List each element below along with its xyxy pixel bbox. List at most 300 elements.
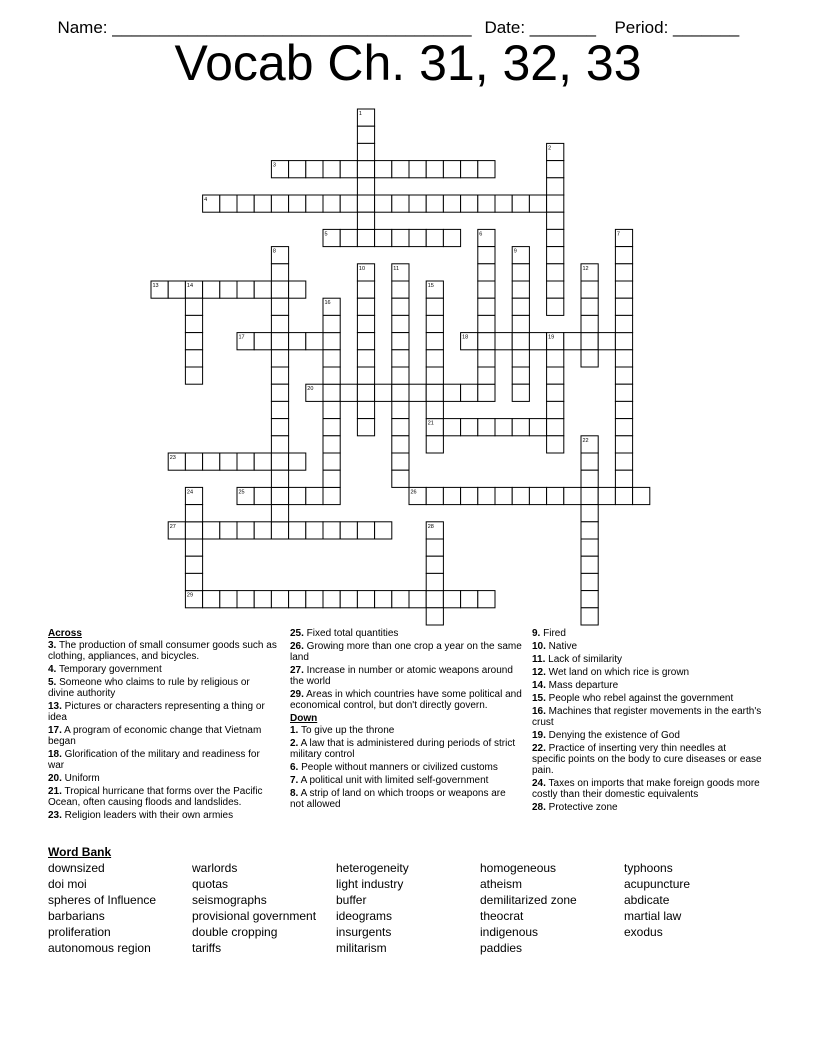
grid-cell[interactable]	[271, 453, 288, 470]
grid-cell[interactable]	[392, 298, 409, 315]
grid-cell[interactable]	[461, 487, 478, 504]
grid-cell[interactable]	[478, 195, 495, 212]
grid-cell[interactable]	[581, 608, 598, 625]
grid-cell[interactable]	[375, 591, 392, 608]
grid-cell[interactable]	[478, 315, 495, 332]
grid-cell[interactable]	[547, 212, 564, 229]
grid-cell[interactable]	[615, 470, 632, 487]
grid-cell[interactable]	[633, 487, 650, 504]
grid-cell[interactable]	[357, 333, 374, 350]
grid-cell[interactable]	[392, 401, 409, 418]
grid-cell[interactable]	[271, 591, 288, 608]
grid-cell[interactable]	[581, 522, 598, 539]
clue-text: A program of economic change that Vietnam began	[48, 725, 262, 747]
grid-cell[interactable]	[168, 281, 185, 298]
grid-cell[interactable]	[615, 333, 632, 350]
grid-cell[interactable]	[357, 315, 374, 332]
grid-cell[interactable]	[529, 195, 546, 212]
clue-number-label: 22	[582, 437, 589, 444]
grid-cell[interactable]	[340, 161, 357, 178]
grid-cell[interactable]	[289, 591, 306, 608]
grid-cell[interactable]	[323, 401, 340, 418]
grid-cell[interactable]	[375, 384, 392, 401]
grid-cell[interactable]	[443, 591, 460, 608]
grid-cell[interactable]	[357, 419, 374, 436]
grid-cell[interactable]	[306, 333, 323, 350]
clue-item	[290, 775, 522, 786]
grid-cell[interactable]	[323, 436, 340, 453]
grid-cell[interactable]	[495, 333, 512, 350]
clue-number-label: 8	[272, 248, 276, 255]
word-bank-word: demilitarized zone	[480, 893, 577, 907]
grid-cell[interactable]	[392, 350, 409, 367]
grid-cell[interactable]	[392, 229, 409, 246]
clue-item	[48, 640, 278, 662]
grid-cell[interactable]	[289, 195, 306, 212]
clue-item	[48, 677, 278, 699]
grid-cell[interactable]	[581, 315, 598, 332]
grid-cell[interactable]	[581, 591, 598, 608]
grid-cell[interactable]	[581, 505, 598, 522]
grid-cell[interactable]	[461, 384, 478, 401]
grid-cell[interactable]	[478, 333, 495, 350]
clue-number-label: 19	[548, 334, 555, 341]
grid-cell[interactable]	[426, 315, 443, 332]
word-bank-word: insurgents	[336, 925, 392, 939]
grid-cell[interactable]	[185, 539, 202, 556]
grid-cell[interactable]	[547, 247, 564, 264]
grid-cell[interactable]	[409, 384, 426, 401]
grid-cell[interactable]	[203, 453, 220, 470]
grid-cell[interactable]	[203, 281, 220, 298]
grid-cell[interactable]	[512, 419, 529, 436]
grid-cell[interactable]	[271, 487, 288, 504]
grid-cell[interactable]	[529, 487, 546, 504]
grid-cell[interactable]	[547, 487, 564, 504]
date-field[interactable]: Date: _______	[484, 18, 596, 37]
grid-cell[interactable]	[426, 298, 443, 315]
grid-cell[interactable]	[237, 281, 254, 298]
grid-cell[interactable]	[289, 161, 306, 178]
grid-cell[interactable]	[529, 333, 546, 350]
grid-cell[interactable]	[547, 401, 564, 418]
grid-cell[interactable]	[357, 350, 374, 367]
grid-cell[interactable]	[478, 591, 495, 608]
grid-cell[interactable]	[392, 367, 409, 384]
grid-cell[interactable]	[547, 178, 564, 195]
grid-cell[interactable]	[271, 281, 288, 298]
grid-cell[interactable]	[547, 161, 564, 178]
grid-cell[interactable]	[185, 333, 202, 350]
grid-cell[interactable]	[185, 453, 202, 470]
grid-cell[interactable]	[323, 384, 340, 401]
grid-cell[interactable]	[392, 161, 409, 178]
grid-cell[interactable]	[306, 195, 323, 212]
grid-cell[interactable]	[185, 315, 202, 332]
grid-cell[interactable]	[495, 487, 512, 504]
grid-cell[interactable]	[271, 436, 288, 453]
clue-number-label: 15	[427, 283, 434, 289]
grid-cell[interactable]	[357, 298, 374, 315]
grid-cell[interactable]	[340, 522, 357, 539]
grid-cell[interactable]	[478, 281, 495, 298]
grid-cell[interactable]	[271, 384, 288, 401]
clue-item	[532, 743, 762, 776]
clue-number-label: 7	[616, 231, 620, 238]
grid-cell[interactable]	[289, 281, 306, 298]
grid-cell[interactable]	[289, 333, 306, 350]
clue-item	[290, 788, 522, 810]
grid-cell[interactable]	[426, 367, 443, 384]
clue-item	[532, 693, 762, 704]
name-field[interactable]: Name: ______________________________________	[57, 18, 472, 37]
word-bank-word: seismographs	[192, 893, 267, 907]
grid-cell[interactable]	[495, 195, 512, 212]
grid-cell[interactable]	[426, 350, 443, 367]
grid-cell[interactable]	[185, 350, 202, 367]
clue-number-label: 12	[582, 265, 589, 272]
grid-cell[interactable]	[357, 212, 374, 229]
grid-cell[interactable]	[426, 487, 443, 504]
grid-cell[interactable]	[271, 522, 288, 539]
grid-cell[interactable]	[443, 419, 460, 436]
word-bank-row	[48, 941, 788, 957]
grid-cell[interactable]	[478, 264, 495, 281]
grid-cell[interactable]	[357, 126, 374, 143]
grid-cell[interactable]	[271, 264, 288, 281]
word-bank-word: indigenous	[480, 925, 539, 939]
grid-cell[interactable]	[478, 384, 495, 401]
clue-number-label: 18	[462, 334, 469, 341]
grid-cell[interactable]	[271, 401, 288, 418]
grid-cell[interactable]	[426, 539, 443, 556]
grid-cell[interactable]	[512, 195, 529, 212]
grid-cell[interactable]	[392, 436, 409, 453]
grid-cell[interactable]	[443, 229, 460, 246]
grid-cell[interactable]	[547, 229, 564, 246]
grid-cell[interactable]	[271, 195, 288, 212]
grid-cell[interactable]	[323, 522, 340, 539]
grid-cell[interactable]	[478, 350, 495, 367]
grid-cell[interactable]	[512, 333, 529, 350]
grid-cell[interactable]	[478, 161, 495, 178]
grid-cell[interactable]	[185, 556, 202, 573]
grid-cell[interactable]	[306, 487, 323, 504]
grid-cell[interactable]	[512, 298, 529, 315]
grid-cell[interactable]	[478, 367, 495, 384]
grid-cell[interactable]	[615, 384, 632, 401]
grid-cell[interactable]	[323, 487, 340, 504]
grid-cell[interactable]	[392, 315, 409, 332]
grid-cell[interactable]	[581, 453, 598, 470]
clue-number-label: 17	[238, 334, 245, 341]
grid-cell[interactable]	[512, 281, 529, 298]
clue-number-label: 28	[427, 523, 434, 530]
grid-cell[interactable]	[271, 350, 288, 367]
grid-cell[interactable]	[289, 487, 306, 504]
grid-cell[interactable]	[581, 470, 598, 487]
grid-cell[interactable]	[564, 487, 581, 504]
word-bank-word: acupuncture	[624, 877, 691, 891]
grid-cell[interactable]	[426, 401, 443, 418]
down-heading: Down	[290, 713, 318, 724]
word-bank-word: atheism	[480, 877, 523, 891]
grid-cell[interactable]	[564, 333, 581, 350]
grid-cell[interactable]	[547, 195, 564, 212]
grid-cell[interactable]	[271, 315, 288, 332]
grid-cell[interactable]	[392, 470, 409, 487]
grid-cell[interactable]	[323, 470, 340, 487]
grid-cell[interactable]	[289, 522, 306, 539]
grid-cell[interactable]	[254, 487, 271, 504]
grid-cell[interactable]	[323, 419, 340, 436]
grid-cell[interactable]	[323, 333, 340, 350]
grid-cell[interactable]	[615, 247, 632, 264]
grid-cell[interactable]	[271, 298, 288, 315]
grid-cell[interactable]	[547, 281, 564, 298]
grid-cell[interactable]	[185, 573, 202, 590]
grid-cell[interactable]	[271, 470, 288, 487]
grid-cell[interactable]	[340, 229, 357, 246]
grid-cell[interactable]	[478, 247, 495, 264]
grid-cell[interactable]	[254, 591, 271, 608]
grid-cell[interactable]	[615, 281, 632, 298]
grid-cell[interactable]	[357, 195, 374, 212]
down-clues-column-3	[532, 628, 762, 815]
grid-cell[interactable]	[512, 384, 529, 401]
grid-cell[interactable]	[220, 453, 237, 470]
grid-cell[interactable]	[461, 195, 478, 212]
grid-cell[interactable]	[375, 195, 392, 212]
clue-item	[290, 641, 522, 663]
grid-cell[interactable]	[478, 419, 495, 436]
grid-cell[interactable]	[547, 436, 564, 453]
clue-text: A law that is administered during periods of strict military control	[290, 738, 516, 760]
grid-cell[interactable]	[512, 350, 529, 367]
grid-cell[interactable]	[461, 591, 478, 608]
grid-cell[interactable]	[615, 453, 632, 470]
clue-number-label: 14	[186, 283, 194, 289]
grid-cell[interactable]	[254, 281, 271, 298]
grid-cell[interactable]	[426, 608, 443, 625]
grid-cell[interactable]	[254, 522, 271, 539]
grid-cell[interactable]	[512, 487, 529, 504]
grid-cell[interactable]	[271, 419, 288, 436]
grid-cell[interactable]	[323, 367, 340, 384]
grid-cell[interactable]	[392, 384, 409, 401]
grid-cell[interactable]	[443, 487, 460, 504]
grid-cell[interactable]	[220, 591, 237, 608]
grid-cell[interactable]	[357, 384, 374, 401]
grid-cell[interactable]	[512, 315, 529, 332]
grid-cell[interactable]	[581, 333, 598, 350]
grid-cell[interactable]	[426, 384, 443, 401]
grid-cell[interactable]	[237, 591, 254, 608]
grid-cell[interactable]	[615, 298, 632, 315]
grid-cell[interactable]	[357, 367, 374, 384]
grid-cell[interactable]	[357, 178, 374, 195]
grid-cell[interactable]	[392, 195, 409, 212]
grid-cell[interactable]	[426, 556, 443, 573]
grid-cell[interactable]	[323, 161, 340, 178]
grid-cell[interactable]	[547, 367, 564, 384]
grid-cell[interactable]	[615, 315, 632, 332]
grid-cell[interactable]	[426, 229, 443, 246]
grid-cell[interactable]	[512, 367, 529, 384]
word-bank-word: abdicate	[624, 893, 670, 907]
clue-number-label: 21	[427, 420, 434, 427]
clue-number-label: 26	[410, 489, 417, 496]
grid-cell[interactable]	[375, 229, 392, 246]
grid-cell[interactable]	[409, 591, 426, 608]
grid-cell[interactable]	[237, 453, 254, 470]
grid-cell[interactable]	[185, 298, 202, 315]
grid-cell[interactable]	[185, 505, 202, 522]
clue-item	[290, 725, 522, 736]
clue-text: People without manners or civilized customs	[298, 762, 498, 773]
clue-item	[290, 628, 522, 639]
grid-cell[interactable]	[220, 195, 237, 212]
grid-cell[interactable]	[185, 522, 202, 539]
grid-cell[interactable]	[306, 161, 323, 178]
grid-cell[interactable]	[323, 315, 340, 332]
grid-cell[interactable]	[615, 367, 632, 384]
grid-cell[interactable]	[271, 367, 288, 384]
grid-cell[interactable]	[237, 522, 254, 539]
grid-cell[interactable]	[306, 591, 323, 608]
grid-cell[interactable]	[254, 195, 271, 212]
grid-cell[interactable]	[340, 384, 357, 401]
grid-cell[interactable]	[581, 298, 598, 315]
clue-number: 3.	[48, 640, 57, 651]
word-bank-word: homogeneous	[480, 861, 557, 875]
grid-cell[interactable]	[547, 384, 564, 401]
grid-cell[interactable]	[392, 453, 409, 470]
clue-text: Machines that register movements in the earth's crust	[532, 706, 762, 728]
grid-cell[interactable]	[426, 436, 443, 453]
grid-cell[interactable]	[615, 436, 632, 453]
grid-cell[interactable]	[581, 539, 598, 556]
grid-cell[interactable]	[323, 350, 340, 367]
clue-item	[532, 654, 762, 665]
grid-cell[interactable]	[357, 401, 374, 418]
grid-cell[interactable]	[409, 195, 426, 212]
grid-cell[interactable]	[220, 281, 237, 298]
grid-cell[interactable]	[495, 419, 512, 436]
grid-cell[interactable]	[357, 591, 374, 608]
grid-cell[interactable]	[581, 281, 598, 298]
grid-cell[interactable]	[392, 281, 409, 298]
grid-cell[interactable]	[615, 487, 632, 504]
grid-cell[interactable]	[289, 453, 306, 470]
grid-cell[interactable]	[220, 522, 237, 539]
clue-text: Glorification of the military and readiness for war	[48, 749, 260, 771]
grid-cell[interactable]	[615, 419, 632, 436]
clue-number-label: 27	[169, 523, 176, 530]
word-bank-row	[48, 877, 788, 893]
grid-cell[interactable]	[203, 591, 220, 608]
grid-cell[interactable]	[409, 229, 426, 246]
clue-text: A political unit with limited self-government	[298, 775, 489, 786]
grid-cell[interactable]	[547, 298, 564, 315]
grid-cell[interactable]	[237, 195, 254, 212]
grid-cell[interactable]	[426, 573, 443, 590]
grid-cell[interactable]	[357, 161, 374, 178]
grid-cell[interactable]	[615, 350, 632, 367]
grid-cell[interactable]	[409, 161, 426, 178]
grid-cell[interactable]	[340, 591, 357, 608]
grid-cell[interactable]	[461, 419, 478, 436]
clue-number: 28.	[532, 802, 546, 813]
clue-text: Mass departure	[545, 680, 619, 691]
grid-cell[interactable]	[598, 333, 615, 350]
grid-cell[interactable]	[375, 161, 392, 178]
grid-cell[interactable]	[357, 522, 374, 539]
grid-cell[interactable]	[581, 556, 598, 573]
grid-cell[interactable]	[357, 281, 374, 298]
grid-cell[interactable]	[271, 505, 288, 522]
grid-cell[interactable]	[443, 195, 460, 212]
word-bank-word: buffer	[336, 893, 367, 907]
grid-cell[interactable]	[185, 367, 202, 384]
grid-cell[interactable]	[615, 264, 632, 281]
grid-cell[interactable]	[443, 384, 460, 401]
grid-cell[interactable]	[392, 591, 409, 608]
grid-cell[interactable]	[581, 573, 598, 590]
clue-item	[532, 667, 762, 678]
grid-cell[interactable]	[426, 333, 443, 350]
grid-cell[interactable]	[306, 522, 323, 539]
grid-cell[interactable]	[323, 591, 340, 608]
grid-cell[interactable]	[271, 333, 288, 350]
word-bank-word: quotas	[192, 877, 229, 891]
grid-cell[interactable]	[598, 487, 615, 504]
grid-cell[interactable]	[478, 487, 495, 504]
grid-cell[interactable]	[203, 522, 220, 539]
grid-cell[interactable]	[529, 419, 546, 436]
grid-cell[interactable]	[547, 419, 564, 436]
grid-cell[interactable]	[426, 591, 443, 608]
grid-cell[interactable]	[426, 161, 443, 178]
period-field[interactable]: Period: _______	[614, 18, 740, 37]
clue-text: Fixed total quantities	[303, 628, 399, 639]
grid-cell[interactable]	[581, 487, 598, 504]
grid-cell[interactable]	[547, 264, 564, 281]
grid-cell[interactable]	[478, 298, 495, 315]
clue-number: 19.	[532, 730, 546, 741]
grid-cell[interactable]	[581, 350, 598, 367]
grid-cell[interactable]	[615, 401, 632, 418]
grid-cell[interactable]	[375, 522, 392, 539]
grid-cell[interactable]	[392, 419, 409, 436]
grid-cell[interactable]	[426, 195, 443, 212]
grid-cell[interactable]	[357, 229, 374, 246]
grid-cell[interactable]	[461, 161, 478, 178]
clue-number: 24.	[532, 778, 546, 789]
grid-cell[interactable]	[254, 453, 271, 470]
grid-cell[interactable]	[547, 350, 564, 367]
grid-cell[interactable]	[443, 161, 460, 178]
grid-cell[interactable]	[254, 333, 271, 350]
clue-text: Denying the existence of God	[545, 730, 680, 741]
grid-cell[interactable]	[392, 333, 409, 350]
grid-cell[interactable]	[323, 453, 340, 470]
grid-cell[interactable]	[357, 143, 374, 160]
grid-cell[interactable]	[323, 195, 340, 212]
grid-cell[interactable]	[340, 195, 357, 212]
grid-cell[interactable]	[512, 264, 529, 281]
clue-number: 4.	[48, 664, 57, 675]
